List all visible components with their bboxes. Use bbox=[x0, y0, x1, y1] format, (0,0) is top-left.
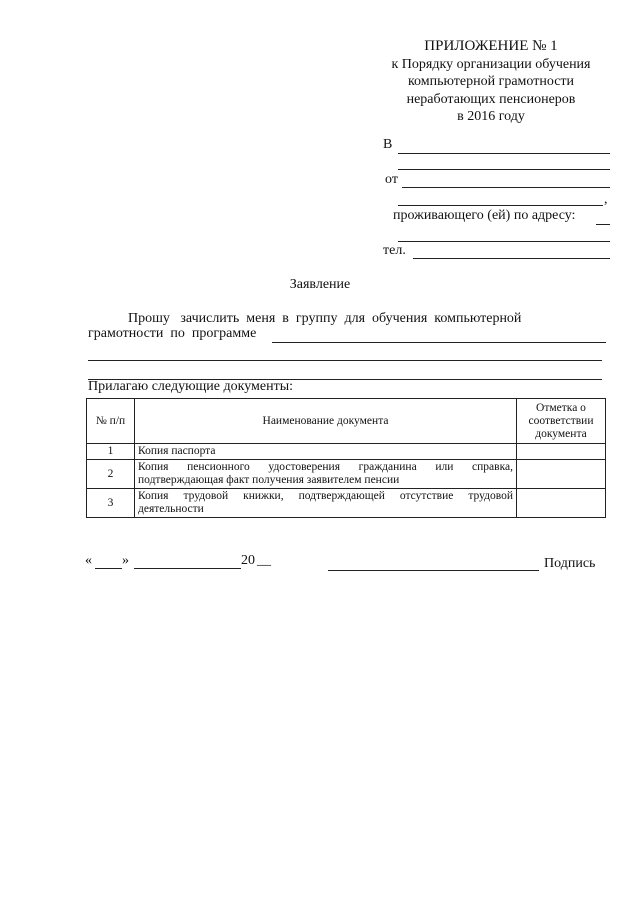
table-row bbox=[87, 444, 606, 460]
appendix-line: компьютерной грамотности bbox=[407, 74, 575, 89]
signature-field[interactable] bbox=[328, 570, 539, 571]
document-title: Заявление bbox=[289, 277, 351, 292]
row-mark-cell[interactable] bbox=[517, 489, 606, 518]
address-field-2[interactable] bbox=[398, 241, 610, 242]
column-header-name: Наименование документа bbox=[135, 399, 517, 444]
date-close-quote: » bbox=[122, 553, 129, 568]
row-document-name: Копия паспорта bbox=[135, 444, 517, 460]
applicant-name-field[interactable] bbox=[402, 187, 610, 188]
attachments-label: Прилагаю следующие документы: bbox=[88, 379, 294, 394]
year-prefix: 20 bbox=[241, 553, 255, 568]
request-line-1: Прошу зачислить меня в группу для обучения компьютерной bbox=[128, 311, 522, 326]
appendix-line: неработающих пенсионеров bbox=[406, 91, 576, 107]
to-label: В bbox=[383, 137, 393, 152]
program-field[interactable] bbox=[272, 342, 606, 343]
from-label: от bbox=[385, 172, 398, 187]
residing-label: проживающего (ей) по адресу: bbox=[393, 208, 576, 223]
signature-label: Подпись bbox=[544, 556, 596, 571]
appendix-header bbox=[373, 38, 609, 126]
row-number: 2 bbox=[87, 460, 135, 489]
table-header-row bbox=[87, 399, 606, 444]
row-mark-cell[interactable] bbox=[517, 444, 606, 460]
comma: , bbox=[604, 192, 608, 207]
row-document-name: Копия пенсионного удостоверения гражданина или справка, подтверждающая факт получения заявителем пенсии bbox=[135, 460, 517, 489]
recipient-field-2[interactable] bbox=[398, 169, 610, 170]
day-field[interactable] bbox=[95, 568, 122, 569]
month-field[interactable] bbox=[134, 568, 241, 569]
appendix-title: ПРИЛОЖЕНИЕ № 1 bbox=[424, 38, 558, 54]
column-header-mark: Отметка о соответствии документа bbox=[517, 399, 606, 444]
date-open-quote: « bbox=[85, 553, 92, 568]
table-row bbox=[87, 460, 606, 489]
year-field[interactable]: __ bbox=[257, 553, 271, 568]
program-field-2[interactable] bbox=[88, 360, 602, 361]
appendix-line: к Порядку организации обучения bbox=[391, 56, 591, 72]
row-mark-cell[interactable] bbox=[517, 460, 606, 489]
request-line-2: грамотности по программе bbox=[88, 326, 257, 341]
row-number: 1 bbox=[87, 444, 135, 460]
column-header-number: № п/п bbox=[87, 399, 135, 444]
row-document-name: Копия трудовой книжки, подтверждающей отсутствие трудовой деятельности bbox=[135, 489, 517, 518]
documents-table bbox=[86, 398, 606, 518]
address-field[interactable] bbox=[596, 224, 610, 225]
table-row bbox=[87, 489, 606, 518]
recipient-field[interactable] bbox=[398, 153, 610, 154]
phone-field[interactable] bbox=[413, 258, 610, 259]
phone-label: тел. bbox=[383, 243, 406, 258]
applicant-name-field-2[interactable] bbox=[398, 205, 603, 206]
row-number: 3 bbox=[87, 489, 135, 518]
appendix-line: в 2016 году bbox=[457, 109, 525, 124]
